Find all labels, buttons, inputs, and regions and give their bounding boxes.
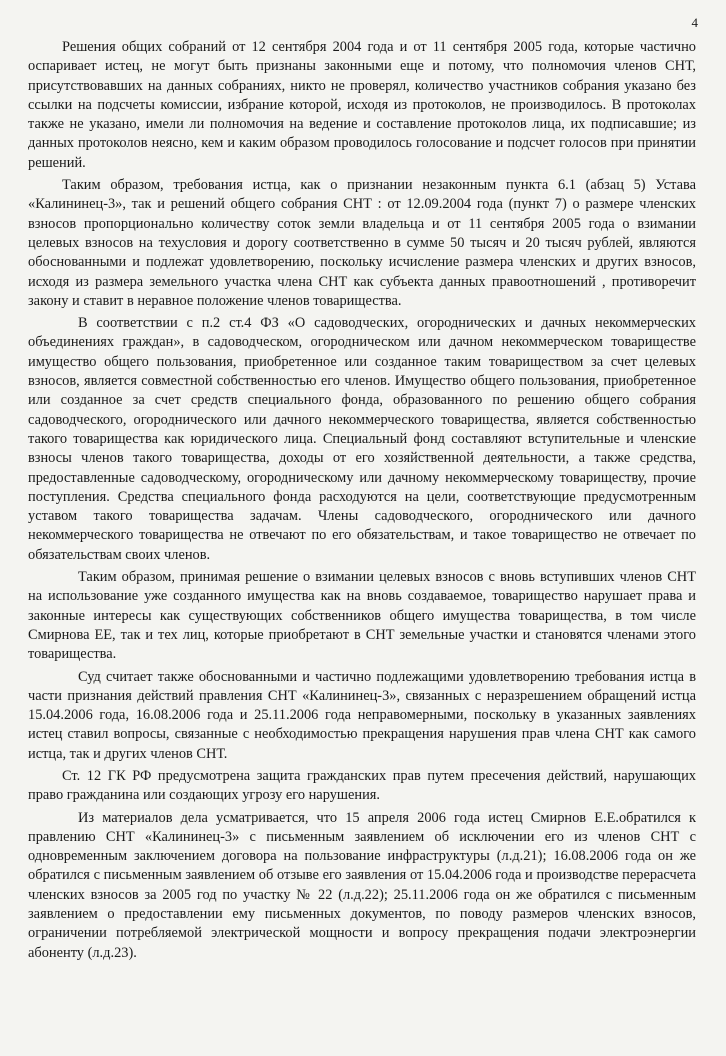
page-number: 4 bbox=[691, 15, 698, 30]
paragraph-7: Из материалов дела усматривается, что 15 апреля 2006 года истец Смирнов Е.Е.обратился к правлению СНТ «Калининец-3» с письменным заявлением об исключении его из членов СНТ с одновременным заключением договора на пользование инфраструктуры (л.д.21); 16.08.2006 года он же обратился с письменным заявлением об отзыве его заявления от 15.04.2006 года и производстве перерасчета членских взносов за 2005 год по участку № 22 (л.д.22); 25.11.2006 года он же обратился с письменным заявлением о предоставлении ему письменных документов, по поводу размеров членских взносов, ограничении потребляемой электрической мощности и вопросу прекращения подачи электроэнергии абоненту (л.д.23). bbox=[28, 809, 696, 961]
paragraph-2: Таким образом, требования истца, как о признании незаконным пункта 6.1 (абзац 5) Устава «Калининец-3», так и решений общего собрания СНТ : от 12.09.2004 года (пункт 7) о размере членских взносов пропорционально количеству соток земли владельца и от 11 сентября 2005 года о взимании целевых взносов на техусловия и дорогу соответственно в сумме 50 тысяч и 20 тысяч рублей, являются обоснованными и подлежат удовлетворению, поскольку исчисление размера членских и других взносов, исходя из размера земельного участка члена СНТ как субъекта данных правоотношений , противоречит закону и ставит в неравное положение членов товарищества. bbox=[28, 177, 696, 309]
paragraph-5: Суд считает также обоснованными и частично подлежащими удовлетворению требования истца в части признания действий правления СНТ «Калининец-3», связанных с неразрешением обращений истца 15.04.2006 года, 16.08.2006 года и 25.11.2006 года неправомерными, поскольку в указанных заявлениях истец ставил вопросы, связанные с необходимостью прекращения нарушения прав члена СНТ как самого истца, так и других членов СНТ. bbox=[28, 668, 696, 762]
paragraph-4: Таким образом, принимая решение о взимании целевых взносов с вновь вступивших членов СНТ на использование уже созданного имущества как на вновь создаваемое, товарищество нарушает права и законные интересы как существующих собственников общего имущества товарищества, в том числе Смирнова ЕЕ, так и тех лиц, которые приобретают в СНТ земельные участки и становятся членами этого товарищества. bbox=[28, 569, 696, 663]
paragraph-3: В соответствии с п.2 ст.4 ФЗ «О садоводческих, огороднических и дачных некоммерческих объединениях граждан», в садоводческом, огородническом или дачном некоммерческом товариществе имущество общего пользования, приобретенное или созданное таким товариществом за счет целевых взносов, является совместной собственностью его членов. Имущество общего пользования, приобретенное или созданное за счет средств специального фонда, образованного по решению общего собрания садоводческого, огороднического или дачного некоммерческого товарищества, является собственностью такого товарищества как юридического лица. Специальный фонд составляют вступительные и членские взносы членов такого товарищества, доходы от его хозяйственной деятельности, а также средства, предоставленные садоводческому, огородническому или дачному некоммерческому товариществу, прочие поступления. Средства специального фонда расходуются на цели, соответствующие предусмотренным уставом такого товарищества задачам. Члены садоводческого, огороднического или дачного некоммерческого товарищества не отвечают по его обязательствам, и такое товарищество не отвечает по обязательствам своих членов. bbox=[28, 315, 696, 563]
paragraph-6: Ст. 12 ГК РФ предусмотрена защита гражданских прав путем пресечения действий, нарушающих право гражданина или создающих угрозу его нарушения. bbox=[28, 767, 696, 804]
paragraph-1: Решения общих собраний от 12 сентября 2004 года и от 11 сентября 2005 года, которые частично оспаривает истец, не могут быть признаны законными еще и потому, что полномочия членов СНТ, присутствовавших на данных собраниях, никто не проверял, количество участников собрания указано без ссылки на подсчеты комиссии, избрание которой, исходя из протоколов, не производилось. В протоколах также не указано, имели ли полномочия на ведение и составление протоколов лица, их подписавшие; из данных протоколов неясно, кем и каким образом проводилось голосование и подсчет голосов при принятии решений. bbox=[28, 39, 696, 171]
